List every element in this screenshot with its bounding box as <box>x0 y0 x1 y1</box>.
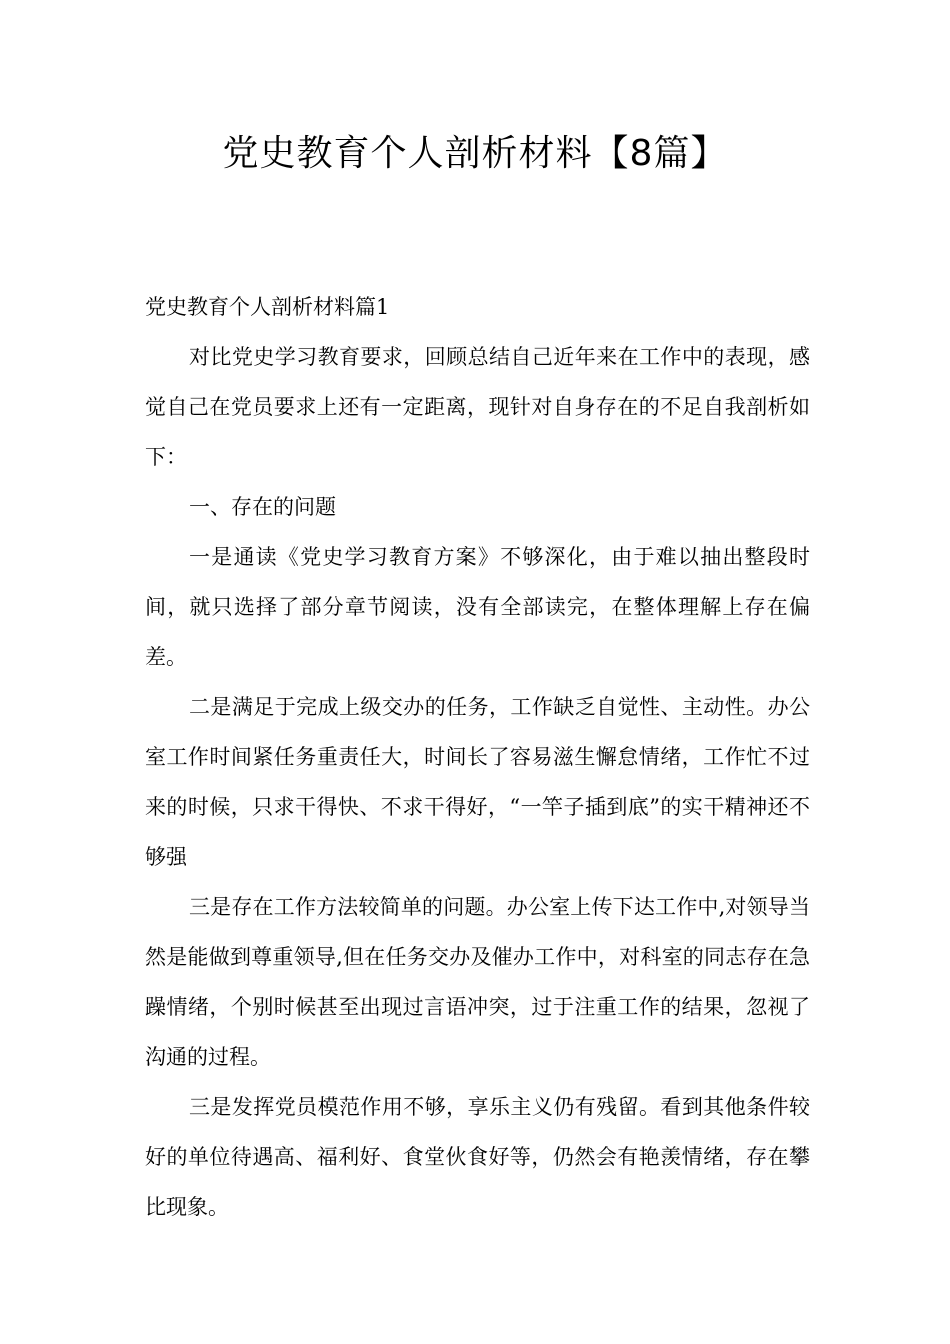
problem-paragraph-1: 一是通读《党史学习教育方案》不够深化，由于难以抽出整段时间，就只选择了部分章节阅读，没有全部读完，在整体理解上存在偏差。 <box>145 545 810 669</box>
problems-heading: 一、存在的问题 <box>189 495 336 519</box>
problem-paragraph-3: 三是存在工作方法较简单的问题。办公室上传下达工作中,对领导当然是能做到尊重领导,但在任务交办及催办工作中，对科室的同志存在急躁情绪，个别时候甚至出现过言语冲突，过于注重工作的结果，忽视了沟通的过程。 <box>145 895 810 1069</box>
document-title: 党史教育个人剖析材料【8篇】 <box>222 133 728 174</box>
section-heading: 党史教育个人剖析材料篇1 <box>145 295 390 319</box>
document-body <box>145 282 810 1232</box>
problem-paragraph-2: 二是满足于完成上级交办的任务，工作缺乏自觉性、主动性。办公室工作时间紧任务重责任大，时间长了容易滋生懈怠情绪，工作忙不过来的时候，只求干得快、不求干得好，“一竿子插到底”的实干精神还不够强 <box>145 695 810 869</box>
intro-paragraph: 对比党史学习教育要求，回顾总结自己近年来在工作中的表现，感觉自己在党员要求上还有一定距离，现针对自身存在的不足自我剖析如下： <box>145 345 810 469</box>
problem-paragraph-4: 三是发挥党员模范作用不够，享乐主义仍有残留。看到其他条件较好的单位待遇高、福利好、食堂伙食好等，仍然会有艳羡情绪，存在攀比现象。 <box>145 1095 810 1219</box>
